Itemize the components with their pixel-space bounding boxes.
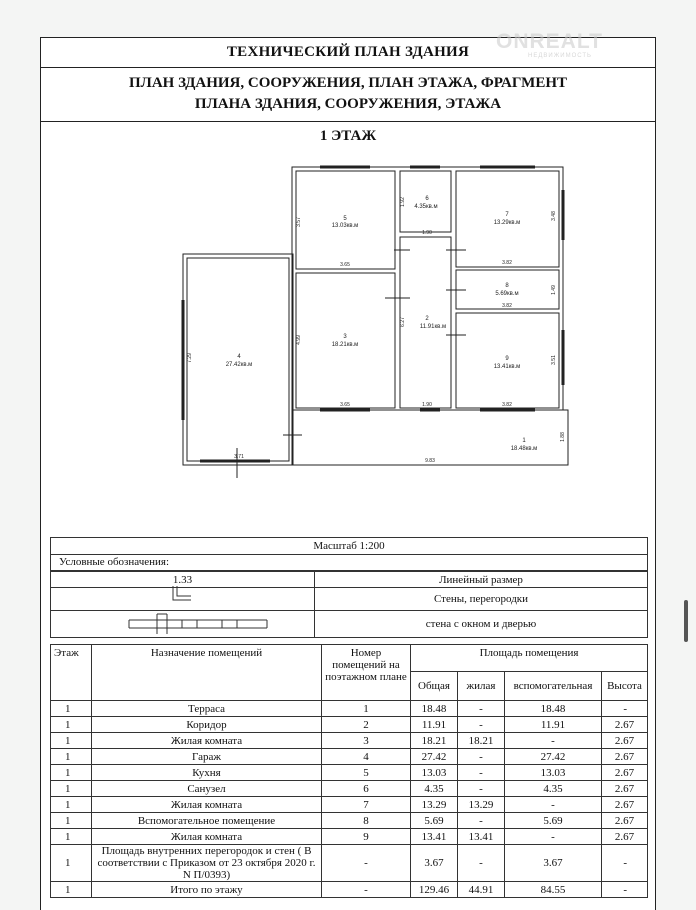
table-row [51, 765, 648, 781]
col-header-area: Площадь помещения [411, 645, 648, 672]
cell-total: 13.41 [411, 829, 458, 845]
cell-floor: 1 [51, 701, 92, 717]
cell-floor: 1 [51, 797, 92, 813]
room-2-area: 11.91кв.м [419, 324, 447, 330]
legend-symbol-wall [51, 588, 315, 611]
vertical-scrollbar[interactable] [684, 600, 688, 642]
cell-floor: 1 [51, 765, 92, 781]
cell-floor: 1 [51, 882, 92, 898]
cell-living: 13.29 [458, 797, 505, 813]
cell-height: - [602, 845, 648, 882]
cell-floor: 1 [51, 829, 92, 845]
col-header-floor: Этаж [51, 645, 92, 701]
legend-symbol-dimension: 1.33 [51, 572, 315, 588]
cell-total: 13.03 [411, 765, 458, 781]
cell-purpose: Кухня [92, 765, 322, 781]
cell-living: - [458, 845, 505, 882]
cell-aux: 11.91 [505, 717, 602, 733]
cell-aux: - [505, 829, 602, 845]
rooms-table [50, 644, 648, 898]
dim-r8-width: 3.82 [502, 303, 512, 309]
cell-total: 27.42 [411, 749, 458, 765]
cell-total: 13.29 [411, 797, 458, 813]
dim-r1-width: 9.83 [425, 458, 435, 464]
table-body [51, 701, 648, 898]
cell-number: 7 [322, 797, 411, 813]
col-header-total: Общая [411, 672, 458, 701]
cell-floor: 1 [51, 813, 92, 829]
cell-total: 18.48 [411, 701, 458, 717]
table-row [51, 733, 648, 749]
legend-row [51, 611, 648, 638]
cell-living: - [458, 781, 505, 797]
cell-total: 129.46 [411, 882, 458, 898]
room-8-area: 5.69кв.м [495, 291, 519, 297]
dim-r5-width: 3.65 [340, 262, 350, 268]
cell-number: - [322, 882, 411, 898]
cell-living: 18.21 [458, 733, 505, 749]
floor-title: 1 ЭТАЖ [319, 128, 377, 144]
room-7-area: 13.29кв.м [493, 220, 521, 226]
dim-r2-width: 1.90 [422, 402, 432, 408]
subtitle-line-1: ПЛАН ЗДАНИЯ, СООРУЖЕНИЯ, ПЛАН ЭТАЖА, ФРАГМЕНТ [128, 75, 568, 91]
legend-table [50, 571, 648, 638]
cell-total: 4.35 [411, 781, 458, 797]
room-5-number: 5 [343, 216, 347, 222]
cell-purpose: Жилая комната [92, 797, 322, 813]
cell-living: - [458, 765, 505, 781]
legend-desc: стена с окном и дверью [315, 611, 648, 638]
cell-purpose: Площадь внутренних перегородок и стен ( В соответствии с Приказом от 23 октября 2020 г. N П/0393) [92, 845, 322, 882]
cell-purpose: Терраса [92, 701, 322, 717]
col-header-aux: вспомогательная [505, 672, 602, 701]
table-header-row [51, 645, 648, 672]
cell-floor: 1 [51, 717, 92, 733]
cell-floor: 1 [51, 733, 92, 749]
col-header-living: жилая [458, 672, 505, 701]
cell-height: - [602, 701, 648, 717]
room-3-area: 18.21кв.м [331, 342, 359, 348]
col-header-height: Высота [602, 672, 648, 701]
dim-r9-width: 3.82 [502, 402, 512, 408]
room-7-number: 7 [505, 212, 509, 218]
room-6-number: 6 [425, 196, 429, 202]
cell-aux: - [505, 797, 602, 813]
cell-aux: - [505, 733, 602, 749]
dim-r1-height: 1.88 [560, 432, 566, 442]
cell-purpose: Санузел [92, 781, 322, 797]
cell-height: 2.67 [602, 717, 648, 733]
dim-r4-height: 7.29 [187, 353, 193, 363]
dim-r2-height: 6.27 [400, 317, 406, 327]
table-row [51, 749, 648, 765]
room-9-number: 9 [505, 356, 509, 362]
room-7-outline [456, 171, 559, 267]
cell-number: - [322, 845, 411, 882]
room-6-area: 4.35кв.м [414, 204, 438, 210]
watermark-logo: ONREALT [496, 30, 603, 53]
cell-number: 8 [322, 813, 411, 829]
cell-total: 3.67 [411, 845, 458, 882]
room-2-outline [400, 237, 451, 408]
cell-height: 2.67 [602, 829, 648, 845]
legend-row [51, 572, 648, 588]
cell-total: 18.21 [411, 733, 458, 749]
cell-purpose: Итого по этажу [92, 882, 322, 898]
table-row [51, 845, 648, 882]
cell-purpose: Вспомогательное помещение [92, 813, 322, 829]
cell-aux: 13.03 [505, 765, 602, 781]
dim-r4-width: 3.71 [234, 454, 244, 460]
wall-symbol-icon [169, 584, 229, 606]
cell-aux: 27.42 [505, 749, 602, 765]
legend-row [51, 588, 648, 611]
table-row [51, 882, 648, 898]
room-5-area: 13.03кв.м [331, 223, 359, 229]
cell-purpose: Гараж [92, 749, 322, 765]
cell-number: 3 [322, 733, 411, 749]
room-4-number: 4 [237, 354, 241, 360]
subtitle-line-2: ПЛАНА ЗДАНИЯ, СООРУЖЕНИЯ, ЭТАЖА [194, 96, 502, 112]
room-8-number: 8 [505, 283, 509, 289]
cell-number: 1 [322, 701, 411, 717]
cell-aux: 18.48 [505, 701, 602, 717]
table-row [51, 829, 648, 845]
room-9-area: 13.41кв.м [493, 364, 521, 370]
cell-living: 13.41 [458, 829, 505, 845]
cell-number: 6 [322, 781, 411, 797]
table-row [51, 797, 648, 813]
legend-symbol-window-door [51, 611, 315, 638]
room-4-area: 27.42кв.м [225, 362, 253, 368]
table-row [51, 813, 648, 829]
room-1-number: 1 [522, 438, 526, 444]
dim-r6-height: 1.92 [400, 197, 406, 207]
legend-title: Условные обозначения: [50, 554, 648, 571]
table-row [51, 717, 648, 733]
dim-r6-width: 1.90 [422, 230, 432, 236]
dim-r7-width: 3.82 [502, 260, 512, 266]
dim-r7-height: 3.48 [551, 211, 557, 221]
cell-living: - [458, 749, 505, 765]
watermark-tagline: НЕДВИЖИМОСТЬ [528, 53, 592, 59]
cell-total: 5.69 [411, 813, 458, 829]
cell-aux: 5.69 [505, 813, 602, 829]
cell-height: 2.67 [602, 733, 648, 749]
cell-aux: 4.35 [505, 781, 602, 797]
cell-living: 44.91 [458, 882, 505, 898]
cell-height: 2.67 [602, 765, 648, 781]
cell-height: 2.67 [602, 797, 648, 813]
cell-living: - [458, 813, 505, 829]
dim-r5-height: 3.57 [296, 217, 302, 227]
cell-living: - [458, 701, 505, 717]
col-header-number: Номер помещений на поэтажном плане [322, 645, 411, 701]
cell-number: 2 [322, 717, 411, 733]
cell-floor: 1 [51, 781, 92, 797]
legend-desc: Стены, перегородки [315, 588, 648, 611]
legend-desc: Линейный размер [315, 572, 648, 588]
cell-number: 4 [322, 749, 411, 765]
col-header-purpose: Назначение помещений [92, 645, 322, 701]
room-3-number: 3 [343, 334, 347, 340]
cell-purpose: Жилая комната [92, 829, 322, 845]
dim-r3-height: 4.99 [296, 335, 302, 345]
cell-height: 2.67 [602, 749, 648, 765]
terrace-outline [292, 410, 568, 465]
table-row [51, 701, 648, 717]
cell-floor: 1 [51, 845, 92, 882]
cell-aux: 3.67 [505, 845, 602, 882]
scale-label: Масштаб 1:200 [50, 537, 648, 555]
cell-purpose: Коридор [92, 717, 322, 733]
room-2-number: 2 [425, 316, 429, 322]
cell-living: - [458, 717, 505, 733]
cell-height: 2.67 [602, 813, 648, 829]
cell-number: 9 [322, 829, 411, 845]
table-row [51, 781, 648, 797]
document-title: ТЕХНИЧЕСКИЙ ПЛАН ЗДАНИЯ [41, 38, 655, 68]
window-door-symbol-icon [127, 612, 277, 638]
dim-r8-height: 1.49 [551, 285, 557, 295]
room-1-area: 18.48кв.м [510, 446, 538, 452]
dim-r9-height: 3.51 [551, 355, 557, 365]
cell-aux: 84.55 [505, 882, 602, 898]
cell-height: - [602, 882, 648, 898]
room-3-outline [296, 273, 395, 408]
cell-floor: 1 [51, 749, 92, 765]
cell-purpose: Жилая комната [92, 733, 322, 749]
cell-height: 2.67 [602, 781, 648, 797]
cell-total: 11.91 [411, 717, 458, 733]
cell-number: 5 [322, 765, 411, 781]
dim-r3-width: 3.65 [340, 402, 350, 408]
